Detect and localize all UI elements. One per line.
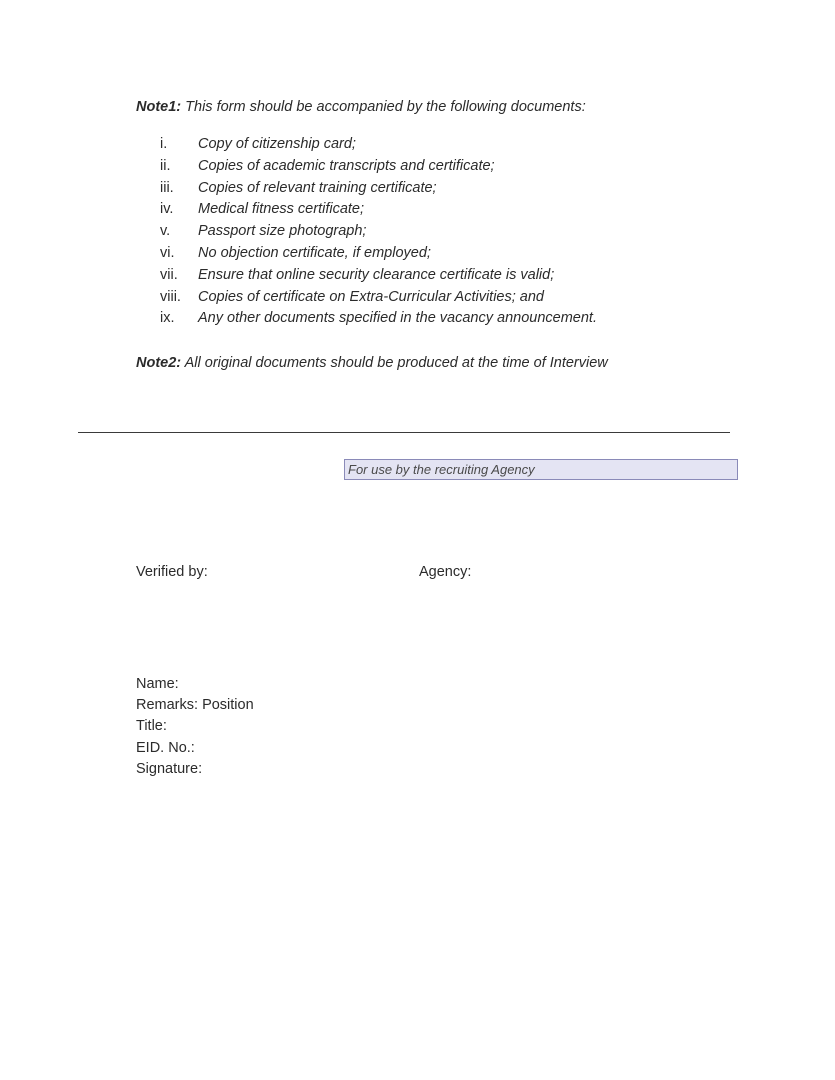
signature-label: Signature: xyxy=(136,760,203,777)
list-item-number: vii. xyxy=(160,266,178,283)
agency-label: Agency: xyxy=(419,564,472,580)
eid-no-label: EID. No.: xyxy=(136,739,195,756)
list-item-text: Medical fitness certificate; xyxy=(198,201,365,218)
list-item-number: ii. xyxy=(160,157,171,174)
signature-block xyxy=(136,674,254,780)
note2-text: All original documents should be produced at the time of Interview xyxy=(181,355,608,371)
list-item-number: ix. xyxy=(160,310,175,327)
recruiting-agency-field[interactable]: For use by the recruiting Agency xyxy=(344,459,738,480)
list-item-text: Copy of citizenship card; xyxy=(198,136,356,152)
note1-label: Note1: xyxy=(136,99,182,115)
note1 xyxy=(136,99,586,115)
list-item-text: Any other documents specified in the vacancy announcement. xyxy=(198,310,597,327)
list-item-number: iv. xyxy=(160,201,174,218)
list-item-text: Copies of certificate on Extra-Curricular Activities; and xyxy=(198,288,544,305)
list-item-text: Ensure that online security clearance certificate is valid; xyxy=(198,266,555,283)
list-item-number: i. xyxy=(160,136,168,152)
section-divider xyxy=(78,432,730,433)
list-item-number: viii. xyxy=(160,288,181,305)
list-item-text: Copies of relevant training certificate; xyxy=(198,179,437,196)
note1-text: This form should be accompanied by the following documents: xyxy=(181,99,586,115)
remarks-position-label: Remarks: Position xyxy=(136,697,254,714)
list-item-text: Passport size photograph; xyxy=(198,223,367,240)
list-item-number: iii. xyxy=(160,179,174,196)
list-item-text: Copies of academic transcripts and certificate; xyxy=(198,157,495,174)
list-item-number: vi. xyxy=(160,244,175,261)
title-label: Title: xyxy=(136,718,167,735)
note2-label: Note2: xyxy=(136,355,182,371)
list-item-text: No objection certificate, if employed; xyxy=(198,244,431,261)
list-item-number: v. xyxy=(160,223,171,240)
verified-by-label: Verified by: xyxy=(136,564,208,580)
name-label: Name: xyxy=(136,676,179,692)
note2 xyxy=(136,355,608,371)
